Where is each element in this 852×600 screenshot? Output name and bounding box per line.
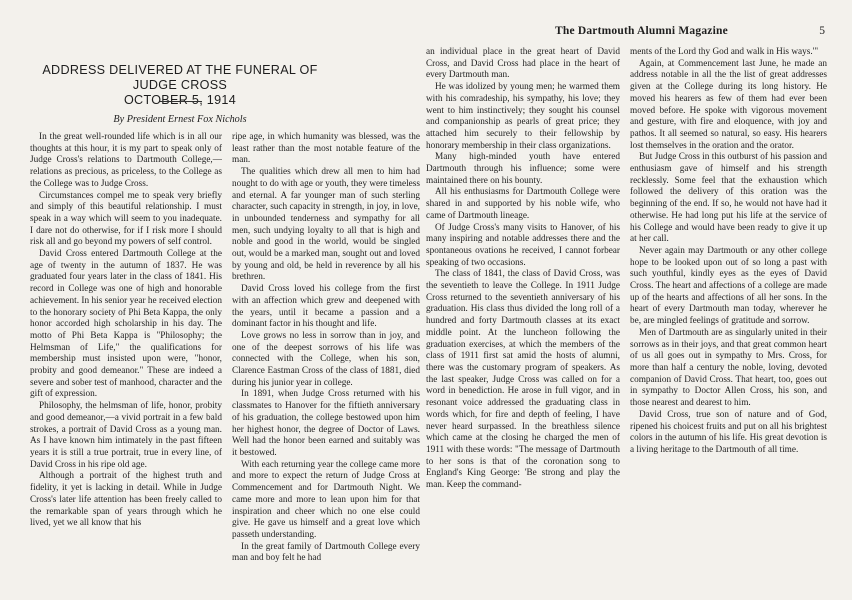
paragraph: In the great well-rounded life which is in all our thoughts at this hour, it is my part to speak only of Judge Cross's relations to Dartmouth College,—relations as precious, as priceless, to the College as the College was to Judge Cross. [30, 132, 222, 189]
running-head [555, 25, 825, 39]
article-title-line2: OCTOBER 5, 1914 [123, 93, 237, 107]
paragraph: But Judge Cross in this outburst of his passion and enthusiasm gave of himself and his strength recklessly. Some feel that the exhaustion which followed the delivery of this oration was the beginning of the end. If so, he would not have had it otherwise. He had long put his life at the service of his College and would have been ready to give it up at her call. [630, 152, 827, 245]
paragraph-continued: ripe age, in which humanity was blessed, was the least rather than the most notable feature of the man. [232, 132, 420, 166]
paragraph: The class of 1841, the class of David Cross, was the seventieth to leave the College. In 1911 Judge Cross returned to the seventieth anniversary of his graduation. His class thus divided the long roll of a hundred and forty Dartmouth classes at its exact middle point. At the luncheon following the graduation exercises, at which the members of the class of 1911 first sat amid the hosts of alumni, there was the customary program of speakers. As the last speaker, Judge Cross was called on for a word in benediction. He arose in full vigor, and in resonant voice addressed the graduating class in words which, for fire and depth of feeling, I have never heard surpassed. In the breathless silence which came at the closing he charged the men of 1911 with these words: "The message of Dartmouth to her sons is that of the coronation song to England's King George: 'Be strong and play the man. Keep the command- [426, 269, 620, 491]
page-number: 5 [819, 25, 825, 37]
paragraph: Although a portrait of the highest truth and fidelity, it yet is lacking in detail. While in Judge Cross's later life attention has been freely called to the remarkable span of years through which he lived, yet we all know that his [30, 471, 222, 529]
paragraph-continued: ments of the Lord thy God and walk in His ways.'" [630, 47, 819, 57]
paragraph: Philosophy, the helmsman of life, honor, probity and good demeanor,—a vivid portrait in a few bald strokes, a portrait of David Cross as a young man. As I have known him intimately in the past fifteen years it is still a true portrait, true in every line, of David Cross in his ripe old age. [30, 401, 222, 470]
paragraph: David Cross entered Dartmouth College at the age of twenty in the autumn of 1837. He was graduated four years later in the class of 1841. His record in College was one of high and honorable achievement. In his senior year he received election to the honorary society of Phi Beta Kappa, the only honor accorded high scholarship in his day. The motto of Phi Beta Kappa is "Philosophy; the Helmsman of Life," the qualifications for membership must insisted upon were, "honor, probity and good demeanor." These are indeed a severe and sober test of manhood, character and the gift of expression. [30, 249, 222, 400]
title-divider [160, 101, 202, 102]
paragraph: David Cross loved his college from the first with an affection which grew and deepened with the years, until it became a passion and a dominant factor in his thought and life. [232, 284, 420, 330]
paragraph: In the great family of Dartmouth College every man and boy felt he had [232, 541, 420, 564]
paragraph: He was idolized by young men; he warmed them with his comradeship, his sympathy, his love; they went to him instinctively; they sought his counsel and companionship as pearls of great price; they attached him securely to their fellowship by honorary membership in their class organizations. [426, 82, 620, 151]
text-column-2 [232, 132, 420, 584]
paragraph-continued: an individual place in the great heart of David Cross, and David Cross had place in the heart of every Dartmouth man. [426, 47, 620, 81]
paragraph: Many high-minded youth have entered Dartmouth through his influence; some were maintained there on his bounty. [426, 152, 620, 186]
text-column-4 [630, 47, 827, 584]
paragraph: David Cross, true son of nature and of God, ripened his choicest fruits and put on all his brightest colors in the autumn of his life. His great devotion is a living heritage to the Dartmouth of all time. [630, 409, 827, 455]
text-column-1 [30, 132, 222, 584]
paragraph: Never again may Dartmouth or any other college hope to be looked upon out of so long a past with such youthful, kindly eyes as the eyes of David Cross. The heart and affections of a college are made up of the hearts and affections of all her sons. In the heart of every Dartmouth man today, wherever he be, are mingled feelings of gratitude and sorrow. [630, 245, 827, 327]
paragraph: With each returning year the college came more and more to expect the return of Judge Cross at Commencement and for Dartmouth Night. We came more and more to lean upon him for that inspiration and cheer which no one else could give. He gave us himself and a great love which passeth understanding. [232, 459, 420, 540]
paragraph: Of Judge Cross's many visits to Hanover, of his many inspiring and notable addresses there and the spontaneous ovations he received, I cannot forbear speaking of two occasions. [426, 222, 620, 268]
paragraph: All his enthusiasms for Dartmouth College were shared in and supported by his noble wife, who came of Dartmouth lineage. [426, 187, 620, 221]
paragraph: Love grows no less in sorrow than in joy, and one of the deepest sorrows of his life was connected with the College, when his son, Clarence Eastman Cross of the class of 1881, died during his junior year in college. [232, 330, 420, 388]
paragraph: Again, at Commencement last June, he made an address notable in all the the list of great addresses given at the College during its long history. He moved his hearers as few of them had ever been moved before. He spoke with vigorous movement and gesture, with fire and eloquence, with joy and pathos. It all seemed so natural, so easy. His hearers lost themselves in the oration and the orator. [630, 58, 827, 151]
paragraph: Circumstances compel me to speak very briefly and simply of this beautiful relationship. I must speak in a way which will seem to you inadequate. I dare not do otherwise, for if I risk more I should risk all and go beyond my powers of self control. [30, 190, 222, 248]
paragraph: Men of Dartmouth are as singularly united in their sorrows as in their joys, and that great common heart of us all goes out in sympathy to Mrs. Cross, for more than half a century the noble, loving, devoted companion of David Cross. That heart, too, goes out in sympathy to Doctor Allen Cross, his son, and those nearest and dearest to him. [630, 327, 827, 409]
article-title-line1: ADDRESS DELIVERED AT THE FUNERAL OF JUDGE CROSS [42, 63, 318, 92]
byline: By President Ernest Fox Nichols [113, 114, 247, 125]
magazine-name: The Dartmouth Alumni Magazine [555, 25, 728, 37]
paragraph: In 1891, when Judge Cross returned with his classmates to Hanover for the fiftieth anniversary of his graduation, the college bestowed upon him her highest honor, the degree of Doctor of Laws. Well had the honor been earned and suitably was it bestowed. [232, 389, 420, 458]
paragraph: The qualities which drew all men to him had nought to do with age or youth, they were timeless and eternal. A far younger man of such sterling character, such capacity in strength, in joy, in love, in unbounded tenderness and sympathy for all men, such undying loyalty to all that is high and noble and good in the world, would be singled out, would be a marked man, sought out and loved by young and old, be held in reverence by all his brethren. [232, 167, 420, 283]
text-column-3 [426, 47, 620, 584]
